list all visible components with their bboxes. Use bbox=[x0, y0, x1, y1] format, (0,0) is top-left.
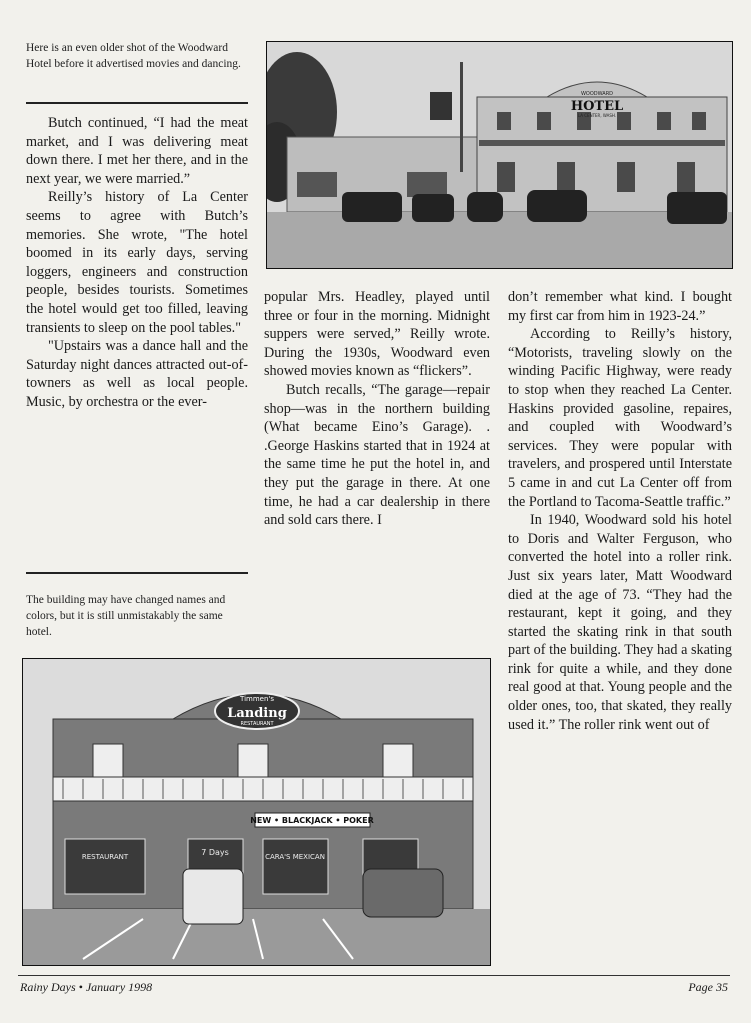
col3-paragraph-3: In 1940, Woodward sold his hotel to Doris and Walter Ferguson, who converted the hotel into a roller rink. Just six years later, Matt Woodward died at the age of 73. “They had the restaurant, kept it going, and they started the skating rink in that south part of the building. They had a skating rink for quite a while, and they done real good at that. Young people and the older ones, too, that skated, they really used it.” The roller rink went out of bbox=[508, 512, 732, 733]
caption-divider-mid bbox=[26, 572, 248, 574]
window-sign-left: RESTAURANT bbox=[81, 853, 129, 861]
footer-page-number: Page 35 bbox=[688, 980, 728, 994]
old-hotel-sign-main: HOTEL bbox=[570, 99, 624, 114]
window-sign-right: CARA'S MEXICAN bbox=[265, 853, 325, 861]
footer-publication: Rainy Days • January 1998 bbox=[20, 980, 153, 994]
landing-banner: NEW • BLACKJACK • POKER bbox=[250, 816, 374, 825]
col1-paragraph-1: Butch continued, “I had the meat market, and I was delivering meat down there. I met her there, and in the next year, we were married.” bbox=[26, 115, 248, 187]
caption-divider-top bbox=[26, 102, 248, 104]
col3-paragraph-1: don’t remember what kind. I bought my first car from him in 1923-24.” bbox=[508, 289, 732, 324]
landing-sign-brand: Timmen's bbox=[240, 695, 274, 703]
col1-paragraph-3: "Upstairs was a dance hall and the Saturday night dances attracted out-of-towners as well as local people. Music, by orchestra or the ever- bbox=[26, 338, 248, 410]
col1-paragraph-2: Reilly’s history of La Center seems to agree with Butch’s memories. She wrote, "The hotel boomed in its early days, serving loggers, engineers and construction people, besides tourists. Sometimes the hotel would get too filled, leaving transients to sleep on the pool tables." bbox=[26, 189, 248, 336]
col2-paragraph-2: Butch recalls, “The garage—repair shop—was in the northern building (What became Eino’s Garage). . .George Haskins started that in 1924 at the same time he put the hotel in, and they put the garage in there. At one time, he had a car dealership in there and sold cars there. I bbox=[264, 381, 490, 529]
old-hotel-sign-brand: WOODWARD bbox=[580, 91, 614, 97]
article-column-1 bbox=[26, 114, 248, 554]
old-hotel-sign-city: LA CENTER, WASH. bbox=[577, 113, 617, 118]
photo-timmens-landing bbox=[22, 658, 491, 966]
photo-old-woodward-hotel bbox=[266, 41, 733, 269]
caption-same-hotel: The building may have changed names and colors, but it is still unmistakably the same hotel. bbox=[26, 594, 226, 638]
col2-paragraph-1: popular Mrs. Headley, played until three or four in the morning. Midnight suppers were served,” Reilly wrote. During the 1930s, Woodward even showed movies known as “flickers”. bbox=[264, 289, 490, 380]
footer-divider bbox=[18, 975, 730, 976]
article-column-2 bbox=[264, 288, 490, 648]
col3-paragraph-2: According to Reilly’s history, “Motorists, traveling slowly on the winding Pacific Highway, were ready to stop when they reached La Center. Haskins provided gasoline, repaires, and coupled with Woodward’s services. They were popular with travelers, and prospered until Interstate 5 came in and cut La Center off from the Portland to Tacoma-Seattle traffic.” bbox=[508, 326, 732, 510]
photo-old-woodward-hotel-drawing bbox=[267, 42, 732, 268]
landing-sign-sub: RESTAURANT bbox=[240, 721, 274, 727]
caption-old-hotel: Here is an even older shot of the Woodward Hotel before it advertised movies and dancing. bbox=[26, 42, 241, 70]
window-sign-mid: 7 Days bbox=[201, 848, 229, 857]
photo-timmens-landing-drawing bbox=[23, 659, 490, 965]
article-column-3 bbox=[508, 288, 732, 978]
landing-sign-main: Landing bbox=[227, 706, 287, 721]
